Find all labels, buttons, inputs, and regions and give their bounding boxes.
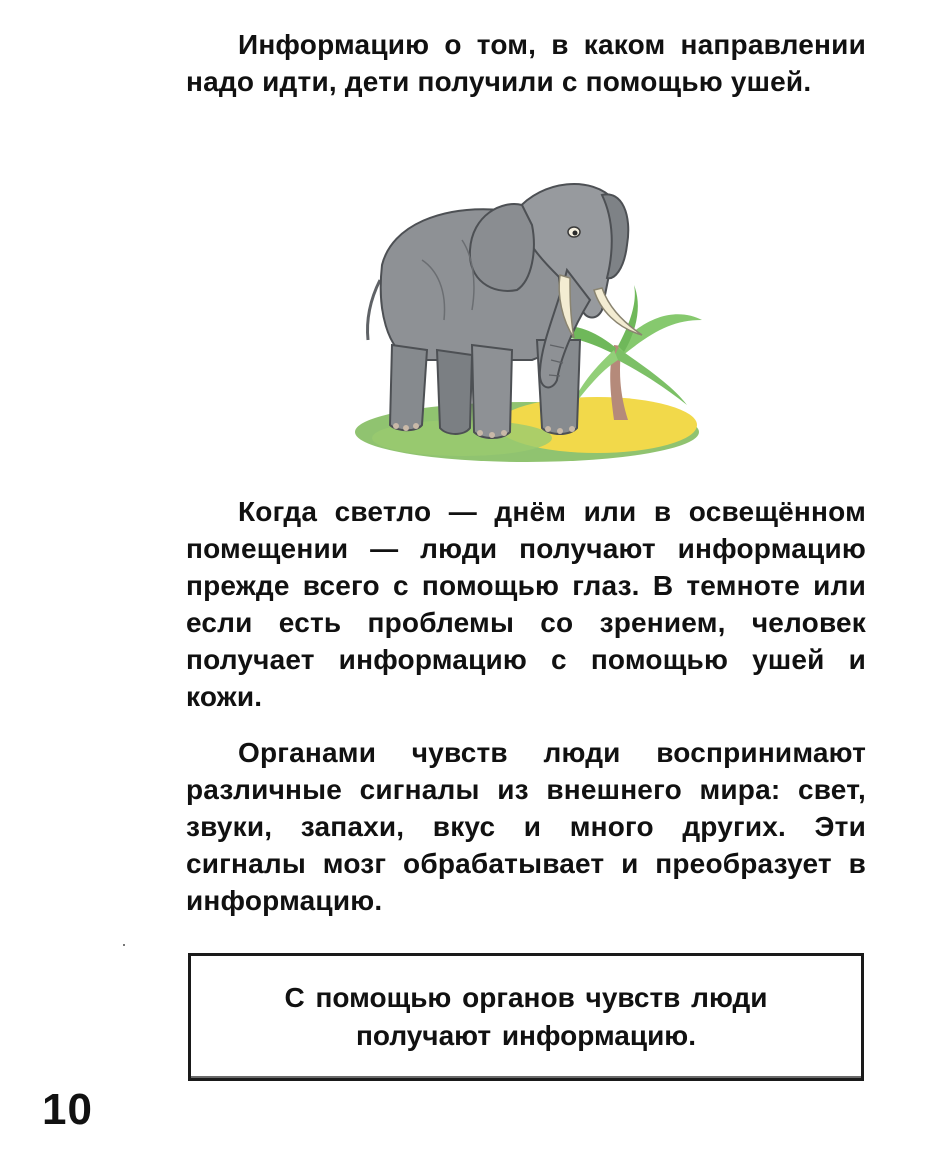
bold-word-ears: ушей (730, 66, 804, 97)
page-number: 10 (42, 1085, 93, 1134)
elephant-illustration (352, 170, 712, 475)
paragraph-ears-text: Информацию о том, в каком направлении надо идти, дети получили с помощью (186, 29, 866, 97)
paragraph-sense-organs: Органами чувств люди воспринимают различные сигналы из внешнего мира: свет, звуки, запахи, вкус и много других. Эти сигналы мозг обрабатывает и преобразует в информацию. (186, 737, 866, 916)
paragraph-ears-end: . (803, 66, 812, 97)
printing-dot (123, 944, 125, 946)
summary-box (188, 953, 864, 1081)
paragraph-senses-light-dark: Когда светло — днём или в освещённом помещении — люди получают информацию прежде всего с помощью глаз. В темноте или если есть проблемы со зрением, человек получает информацию с помощью ушей и кожи. (186, 496, 866, 712)
summary-text: С помощью органов чувств люди получают информацию. (284, 982, 768, 1051)
paragraph-ears (186, 26, 866, 100)
